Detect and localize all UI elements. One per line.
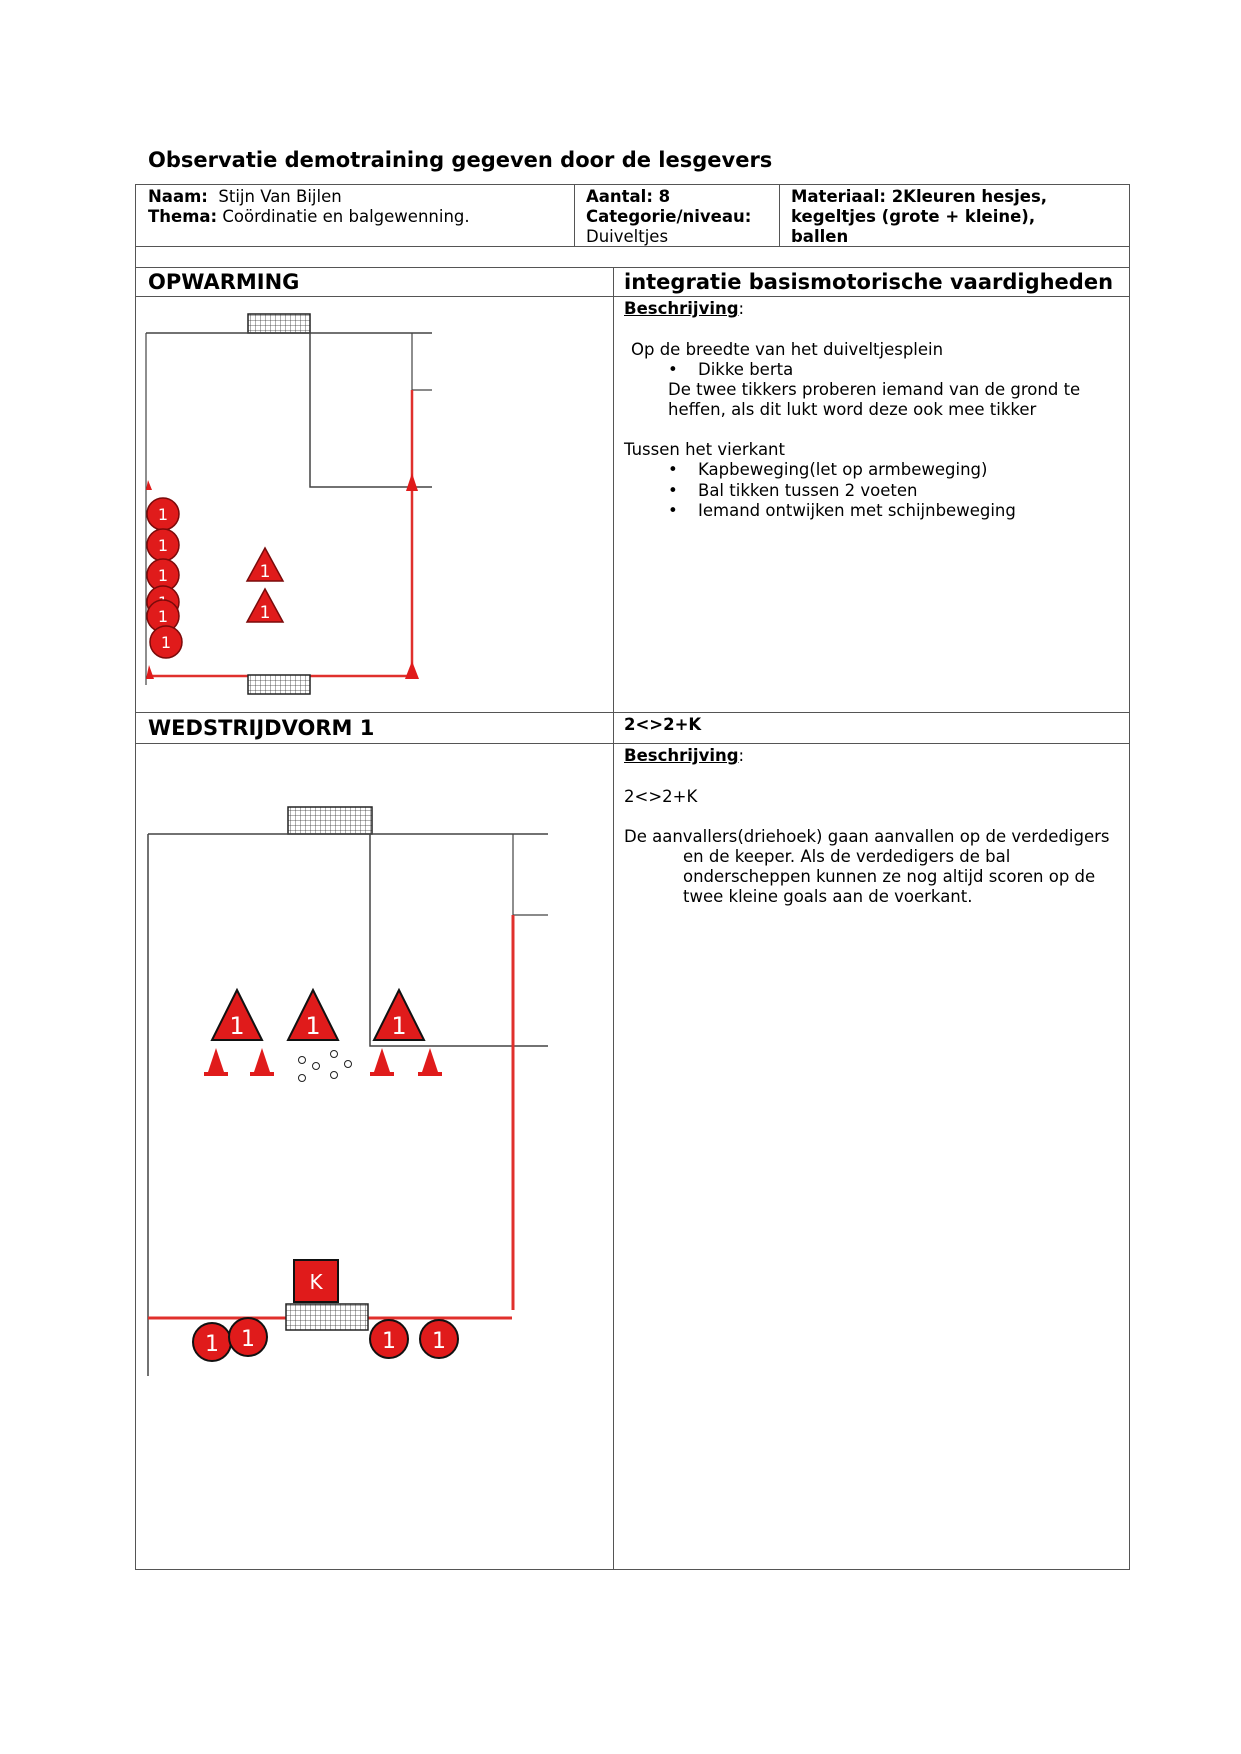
defender-circle — [370, 1320, 408, 1358]
player-number: 1 — [241, 1327, 255, 1352]
wedstrijdvorm-diagram — [140, 790, 560, 1390]
section-1-intro-2: Tussen het vierkant — [624, 440, 785, 459]
player-number: 1 — [305, 1012, 321, 1040]
beschrijving-colon: : — [738, 746, 745, 765]
list-item: • Bal tikken tussen 2 voeten — [668, 481, 1016, 502]
player-circle — [150, 626, 182, 658]
player-number: 1 — [157, 607, 169, 626]
section-1-para-line-2: heffen, als dit lukt word deze ook mee tikker — [668, 400, 1037, 419]
keeper-square — [294, 1260, 338, 1302]
player-circle — [147, 529, 179, 561]
cone-icon — [418, 1048, 442, 1076]
attacker-triangle-1 — [212, 990, 262, 1040]
page-title: Observatie demotraining gegeven door de lesgevers — [148, 148, 773, 172]
list-item: • Kapbeweging(let op armbeweging) — [668, 460, 1016, 481]
player-number: 1 — [259, 603, 271, 623]
section-2-format: 2<>2+K — [624, 787, 698, 806]
aantal: Aantal: 8 — [586, 187, 671, 206]
naam-value: Stijn Van Bijlen — [218, 187, 342, 206]
player-circle — [147, 498, 179, 530]
categorie-label: Categorie/niveau: — [586, 207, 752, 226]
categorie-value: Duiveltjes — [586, 227, 669, 246]
section-2-heading: WEDSTRIJDVORM 1 — [148, 716, 375, 740]
cone-icon — [250, 1048, 274, 1076]
cone-icon — [146, 665, 154, 679]
cone-icon — [406, 473, 418, 491]
cone-icon — [405, 661, 419, 679]
attacker-triangle-2 — [288, 990, 338, 1040]
materiaal-line-3: ballen — [791, 227, 849, 246]
goal-bottom — [286, 1304, 368, 1330]
player-number: 1 — [205, 1332, 219, 1357]
player-number: 1 — [157, 536, 169, 555]
attacker-triangle-3 — [374, 990, 424, 1040]
materiaal-line-1: Materiaal: 2Kleuren hesjes, — [791, 187, 1048, 206]
cone-icon — [146, 480, 152, 490]
info-divider-1 — [574, 184, 575, 247]
defender-circle — [420, 1320, 458, 1358]
section-1-subheading: integratie basismotorische vaardigheden — [624, 270, 1114, 294]
section-1-bullets-b — [668, 460, 1016, 522]
goal-top — [248, 314, 310, 333]
player-number: 1 — [229, 1012, 245, 1040]
list-item: • Dikke berta — [668, 360, 793, 381]
cone-icon — [204, 1048, 228, 1076]
thema-value: Coördinatie en balgewenning. — [222, 207, 470, 226]
naam-label: Naam: — [148, 187, 208, 206]
player-number: 1 — [157, 566, 169, 585]
beschrijving-label: Beschrijving — [624, 746, 739, 765]
row-divider-1 — [135, 296, 1130, 297]
player-number: 1 — [259, 562, 271, 582]
section-1-bullets-a — [668, 360, 793, 381]
spacer-row — [135, 246, 1130, 268]
keeper-label: K — [309, 1270, 323, 1294]
beschrijving-colon: : — [738, 299, 745, 318]
small-box — [513, 834, 548, 915]
defender-circle — [193, 1323, 231, 1361]
materiaal-line-2: kegeltjes (grote + kleine), — [791, 207, 1036, 226]
player-number: 1 — [160, 633, 172, 652]
section-2-desc-line-2: en de keeper. Als de verdedigers de bal — [683, 847, 1011, 866]
players-column — [147, 498, 182, 658]
thema-label: Thema: — [148, 207, 218, 226]
balls-icon — [299, 1051, 352, 1082]
defender-circle — [229, 1318, 267, 1356]
tagger-triangle-2 — [247, 589, 283, 623]
info-divider-2 — [779, 184, 780, 247]
player-number: 1 — [382, 1329, 396, 1354]
thema-row — [148, 207, 470, 228]
section-2-desc-line-4: twee kleine goals aan de voerkant. — [683, 887, 973, 906]
section-1-heading: OPWARMING — [148, 270, 300, 294]
inner-square — [310, 333, 432, 487]
player-number: 1 — [391, 1012, 407, 1040]
player-number: 1 — [432, 1329, 446, 1354]
cone-icon — [370, 1048, 394, 1076]
section-2-desc-line-3: onderscheppen kunnen ze nog altijd scoren op de — [683, 867, 1096, 886]
list-item: • Iemand ontwijken met schijnbeweging — [668, 501, 1016, 522]
section-1-para-line-1: De twee tikkers proberen iemand van de grond te — [668, 380, 1081, 399]
naam-row — [148, 187, 342, 208]
tagger-triangle-1 — [247, 548, 283, 582]
section-1-intro: Op de breedte van het duiveltjesplein — [631, 340, 944, 359]
section-2-desc-line-1: De aanvallers(driehoek) gaan aanvallen op de verdedigers — [624, 827, 1110, 846]
player-number: 1 — [157, 505, 169, 524]
goal-bottom — [248, 675, 310, 694]
opwarming-diagram — [140, 305, 440, 745]
section-1-beschrijving — [624, 299, 744, 320]
beschrijving-label: Beschrijving — [624, 299, 739, 318]
main-column-divider — [613, 267, 614, 1570]
small-box — [412, 333, 432, 390]
section-2-subheading: 2<>2+K — [624, 715, 702, 734]
section-2-beschrijving — [624, 746, 744, 767]
goal-top — [288, 807, 372, 834]
